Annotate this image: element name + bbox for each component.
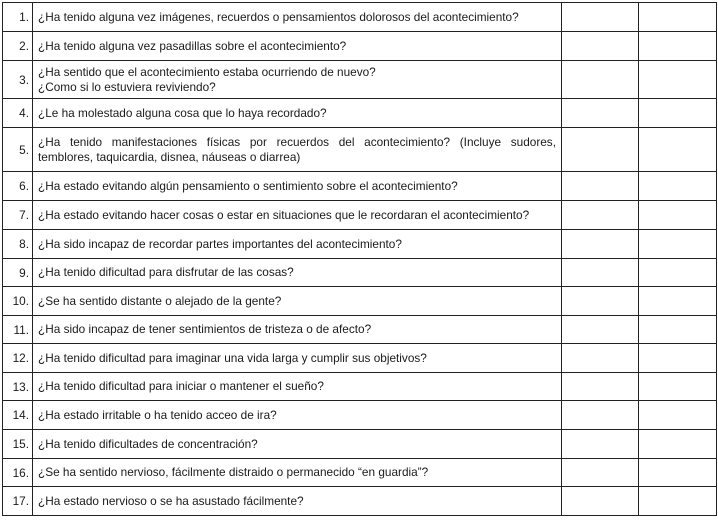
- answer-cell-1[interactable]: [562, 201, 639, 230]
- question-text-line: ¿Ha estado evitando hacer cosas o estar en situaciones que le recordaran el acontecimiento?: [38, 207, 530, 222]
- question-number: 6.: [3, 172, 33, 201]
- question-text: [33, 32, 562, 61]
- question-number: 16.: [3, 459, 33, 487]
- answer-cell-1[interactable]: [562, 230, 639, 259]
- answer-cell-1[interactable]: [562, 128, 639, 172]
- question-number: 5.: [3, 128, 33, 172]
- answer-cell-1[interactable]: [562, 344, 639, 373]
- question-number: 17.: [3, 487, 33, 516]
- question-text-line: ¿Ha estado irritable o ha tenido acceo de ira?: [38, 407, 277, 422]
- question-number: 11.: [3, 316, 33, 344]
- question-row: [3, 487, 717, 516]
- question-text-line: ¿Se ha sentido nervioso, fácilmente distraido o permanecido “en guardia”?: [38, 465, 429, 479]
- questionnaire-body: [3, 3, 717, 516]
- answer-cell-1[interactable]: [562, 316, 639, 344]
- question-text-line: ¿Ha tenido dificultad para imaginar una vida larga y cumplir sus objetivos?: [38, 350, 427, 365]
- answer-cell-1[interactable]: [562, 430, 639, 459]
- answer-cell-2[interactable]: [639, 99, 717, 128]
- question-text: [33, 430, 562, 459]
- question-row: [3, 32, 717, 61]
- question-text: [33, 230, 562, 259]
- answer-cell-2[interactable]: [639, 287, 717, 316]
- answer-cell-2[interactable]: [639, 459, 717, 487]
- question-text-line: ¿Ha estado evitando algún pensamiento o sentimiento sobre el acontecimiento?: [38, 178, 458, 193]
- answer-cell-1[interactable]: [562, 99, 639, 128]
- question-row: [3, 128, 717, 172]
- question-number: 2.: [3, 32, 33, 61]
- question-number: 12.: [3, 344, 33, 373]
- question-number: 15.: [3, 430, 33, 459]
- answer-cell-1[interactable]: [562, 61, 639, 99]
- question-text-line: ¿Ha tenido manifestaciones físicas por recuerdos del acontecimiento? (Incluye sudores, temblores, taquicardia, disnea, náuseas o diarrea): [38, 134, 556, 164]
- question-row: [3, 230, 717, 259]
- question-text-line: ¿Como si lo estuviera reviviendo?: [38, 79, 216, 94]
- question-text: [33, 172, 562, 201]
- answer-cell-2[interactable]: [639, 3, 717, 32]
- question-text-line: ¿Ha sentido que el acontecimiento estaba ocurriendo de nuevo?: [38, 64, 376, 79]
- answer-cell-1[interactable]: [562, 459, 639, 487]
- answer-cell-2[interactable]: [639, 61, 717, 99]
- question-text: [33, 201, 562, 230]
- question-row: [3, 61, 717, 99]
- question-row: [3, 3, 717, 32]
- question-text: [33, 128, 562, 172]
- question-text: [33, 259, 562, 287]
- question-number: 14.: [3, 401, 33, 430]
- question-text: [33, 401, 562, 430]
- answer-cell-2[interactable]: [639, 316, 717, 344]
- question-text: [33, 61, 562, 99]
- question-text-line: ¿Ha tenido dificultad para iniciar o mantener el sueño?: [38, 379, 324, 393]
- question-row: [3, 459, 717, 487]
- answer-cell-1[interactable]: [562, 259, 639, 287]
- question-number: 4.: [3, 99, 33, 128]
- question-text: [33, 344, 562, 373]
- answer-cell-2[interactable]: [639, 401, 717, 430]
- question-text-line: ¿Ha tenido dificultad para disfrutar de las cosas?: [38, 265, 294, 279]
- question-row: [3, 316, 717, 344]
- question-number: 13.: [3, 373, 33, 401]
- question-row: [3, 430, 717, 459]
- question-row: [3, 344, 717, 373]
- question-number: 10.: [3, 287, 33, 316]
- answer-cell-1[interactable]: [562, 287, 639, 316]
- answer-cell-2[interactable]: [639, 373, 717, 401]
- question-text: [33, 487, 562, 516]
- question-text-line: ¿Ha sido incapaz de tener sentimientos de tristeza o de afecto?: [38, 322, 372, 336]
- answer-cell-2[interactable]: [639, 230, 717, 259]
- question-row: [3, 287, 717, 316]
- question-row: [3, 172, 717, 201]
- answer-cell-2[interactable]: [639, 172, 717, 201]
- question-number: 8.: [3, 230, 33, 259]
- answer-cell-2[interactable]: [639, 128, 717, 172]
- answer-cell-2[interactable]: [639, 259, 717, 287]
- question-text: [33, 459, 562, 487]
- answer-cell-1[interactable]: [562, 172, 639, 201]
- question-text: [33, 3, 562, 32]
- answer-cell-2[interactable]: [639, 430, 717, 459]
- answer-cell-1[interactable]: [562, 373, 639, 401]
- questionnaire-table: [2, 2, 717, 516]
- question-number: 9.: [3, 259, 33, 287]
- question-number: 1.: [3, 3, 33, 32]
- question-text: [33, 373, 562, 401]
- question-row: [3, 99, 717, 128]
- question-text-line: ¿Se ha sentido distante o alejado de la gente?: [38, 293, 282, 308]
- question-number: 7.: [3, 201, 33, 230]
- answer-cell-2[interactable]: [639, 32, 717, 61]
- question-row: [3, 201, 717, 230]
- question-text-line: ¿Ha tenido alguna vez pasadillas sobre el acontecimiento?: [38, 38, 347, 53]
- question-text-line: ¿Ha sido incapaz de recordar partes importantes del acontecimiento?: [38, 236, 402, 251]
- question-row: [3, 373, 717, 401]
- answer-cell-1[interactable]: [562, 401, 639, 430]
- answer-cell-2[interactable]: [639, 487, 717, 516]
- question-text: [33, 99, 562, 128]
- answer-cell-2[interactable]: [639, 344, 717, 373]
- question-text-line: ¿Le ha molestado alguna cosa que lo haya recordado?: [38, 105, 327, 120]
- answer-cell-1[interactable]: [562, 3, 639, 32]
- question-text-line: ¿Ha tenido alguna vez imágenes, recuerdos o pensamientos dolorosos del acontecimiento?: [38, 9, 519, 24]
- question-text-line: ¿Ha estado nervioso o se ha asustado fácilmente?: [38, 493, 304, 508]
- question-text: [33, 316, 562, 344]
- answer-cell-2[interactable]: [639, 201, 717, 230]
- question-text: [33, 287, 562, 316]
- question-text-line: ¿Ha tenido dificultades de concentración?: [38, 436, 258, 451]
- question-number: 3.: [3, 61, 33, 99]
- answer-cell-1[interactable]: [562, 487, 639, 516]
- answer-cell-1[interactable]: [562, 32, 639, 61]
- question-row: [3, 259, 717, 287]
- question-row: [3, 401, 717, 430]
